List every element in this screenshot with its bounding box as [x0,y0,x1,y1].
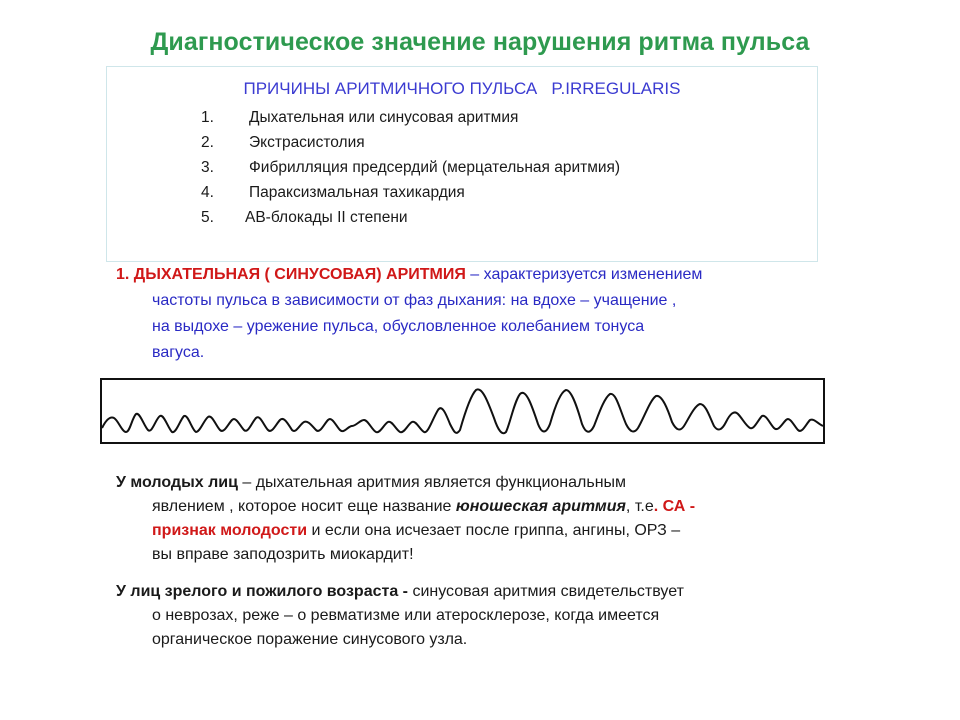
juvenile-arrhythmia-term: юношеская аритмия [455,498,626,515]
young-people-lead: У молодых лиц [116,474,238,491]
paragraph-text: , т.е [625,498,654,515]
paragraph-text: – дыхательная аритмия является функциональным [237,474,627,491]
paragraph-line [116,519,695,543]
list-item-number: 1. [201,109,214,126]
youth-sign-highlight: . СА - [653,498,696,515]
youth-sign-highlight: признак молодости [152,522,308,539]
list-item-number: 2. [201,134,214,151]
paragraph-line [116,495,695,519]
list-item [201,155,620,180]
list-item [201,205,620,230]
paragraph-line: на выдохе – урежение пульса, обусловленное колебанием тонуса [152,318,645,335]
list-item-number: 3. [201,159,214,176]
list-item-text: Параксизмальная тахикардия [249,184,465,201]
list-item-number: 4. [201,184,214,201]
causes-list [201,105,620,230]
paragraph-text: синусовая аритмия свидетельствует [408,583,684,600]
paragraph-line [116,471,695,495]
list-item [201,180,620,205]
list-item [201,105,620,130]
elderly-lead: У лиц зрелого и пожилого возраста - [116,583,409,600]
paragraph-line: частоты пульса в зависимости от фаз дыхания: на вдохе – учащение , [152,292,677,309]
paragraph-line [116,262,702,288]
elderly-paragraph [116,580,684,652]
causes-box [106,66,818,262]
paragraph-line: о неврозах, реже – о ревматизме или атеросклерозе, когда имеется [152,607,660,624]
pulse-wave-svg [102,380,823,442]
young-people-paragraph [116,471,695,567]
paragraph-line: вагуса. [152,344,205,361]
list-item-text: Фибрилляция предсердий (мерцательная аритмия) [249,159,621,176]
causes-heading: ПРИЧИНЫ АРИТМИЧНОГО ПУЛЬСА P.IRREGULARIS [243,79,681,98]
paragraph-line [116,580,684,604]
list-item-text: Экстрасистолия [249,134,365,151]
list-item-text: АВ-блокады II степени [245,209,408,226]
list-item [201,130,620,155]
respiratory-arrhythmia-paragraph [116,262,702,366]
paragraph-line: вы вправе заподозрить миокардит! [152,546,414,563]
pulse-wave-line [102,389,823,433]
paragraph-text: и если она исчезает после гриппа, ангины, ОРЗ – [307,522,681,539]
respiratory-arrhythmia-term: 1. ДЫХАТЕЛЬНАЯ ( СИНУСОВАЯ) АРИТМИЯ [116,266,466,283]
list-item-number: 5. [201,209,214,226]
slide-title: Диагностическое значение нарушения ритма пульса [150,28,810,56]
list-item-text: Дыхательная или синусовая аритмия [249,109,519,126]
paragraph-text: явлением , которое носит еще название [152,498,456,515]
paragraph-line: органическое поражение синусового узла. [152,631,468,648]
pulse-wave-trace [100,378,825,444]
definition-text: – характеризуется изменением [465,266,703,283]
